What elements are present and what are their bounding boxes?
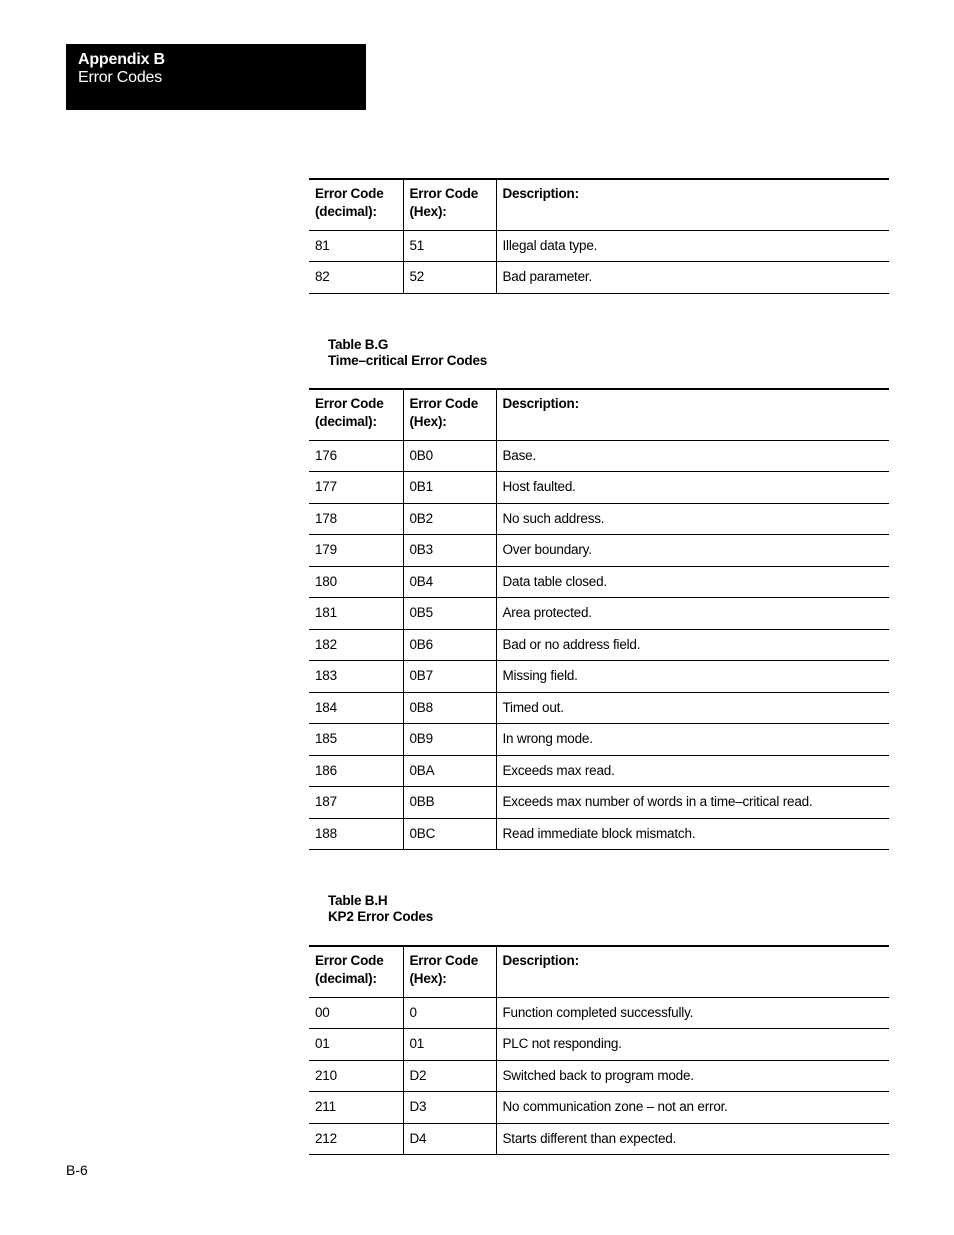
cell-description: Data table closed. [496, 566, 889, 598]
table-row [309, 440, 889, 472]
table-row [309, 230, 889, 262]
table-row [309, 503, 889, 535]
cell-description: Over boundary. [496, 535, 889, 567]
cell-hex: 0B7 [403, 661, 496, 693]
table-row [309, 598, 889, 630]
table-row [309, 692, 889, 724]
cell-decimal: 182 [309, 629, 403, 661]
cell-decimal: 179 [309, 535, 403, 567]
cell-hex: 52 [403, 262, 496, 294]
header-hex: Error Code (Hex): [403, 179, 496, 230]
header-hex: Error Code (Hex): [403, 946, 496, 997]
cell-hex: 51 [403, 230, 496, 262]
table-row [309, 724, 889, 756]
caption-title: KP2 Error Codes [328, 909, 434, 924]
table-row [309, 535, 889, 567]
cell-decimal: 187 [309, 787, 403, 819]
cell-decimal: 184 [309, 692, 403, 724]
cell-decimal: 185 [309, 724, 403, 756]
cell-decimal: 81 [309, 230, 403, 262]
cell-description: Base. [496, 440, 889, 472]
cell-hex: 0B6 [403, 629, 496, 661]
cell-hex: D3 [403, 1092, 496, 1124]
table-row [309, 1092, 889, 1124]
cell-decimal: 183 [309, 661, 403, 693]
table-row [309, 472, 889, 504]
header-hex: Error Code (Hex): [403, 389, 496, 440]
table-row [309, 997, 889, 1029]
kp2-error-codes-table [309, 945, 889, 1155]
cell-hex: D2 [403, 1060, 496, 1092]
cell-hex: 0BC [403, 818, 496, 850]
table-row [309, 262, 889, 294]
cell-description: Bad or no address field. [496, 629, 889, 661]
cell-decimal: 82 [309, 262, 403, 294]
table-header-row [309, 389, 889, 440]
table-row [309, 818, 889, 850]
cell-hex: 0B9 [403, 724, 496, 756]
cell-decimal: 177 [309, 472, 403, 504]
cell-description: Read immediate block mismatch. [496, 818, 889, 850]
header-decimal: Error Code (decimal): [309, 389, 403, 440]
cell-decimal: 180 [309, 566, 403, 598]
header-description: Description: [496, 946, 889, 997]
cell-description: Exceeds max read. [496, 755, 889, 787]
table-row [309, 787, 889, 819]
cell-hex: 0B0 [403, 440, 496, 472]
caption-title: Time–critical Error Codes [328, 353, 488, 368]
cell-description: PLC not responding. [496, 1029, 889, 1061]
cell-hex: 0B4 [403, 566, 496, 598]
cell-description: Bad parameter. [496, 262, 889, 294]
cell-hex: 0BB [403, 787, 496, 819]
cell-description: Exceeds max number of words in a time–critical read. [496, 787, 889, 819]
cell-hex: 0 [403, 997, 496, 1029]
page-number: B-6 [66, 1162, 88, 1178]
header-description: Description: [496, 179, 889, 230]
table-row [309, 755, 889, 787]
cell-hex: 01 [403, 1029, 496, 1061]
table-header-row [309, 946, 889, 997]
table-caption-bg [328, 337, 487, 369]
cell-description: No communication zone – not an error. [496, 1092, 889, 1124]
table-row [309, 1029, 889, 1061]
table-row [309, 1060, 889, 1092]
cell-description: Timed out. [496, 692, 889, 724]
cell-description: Host faulted. [496, 472, 889, 504]
cell-decimal: 00 [309, 997, 403, 1029]
cell-description: Missing field. [496, 661, 889, 693]
appendix-title: Appendix B [78, 51, 165, 68]
table-row [309, 661, 889, 693]
table-row [309, 1123, 889, 1155]
table-row [309, 566, 889, 598]
cell-description: In wrong mode. [496, 724, 889, 756]
cell-description: Area protected. [496, 598, 889, 630]
appendix-header [66, 44, 366, 110]
error-codes-table-continued [309, 178, 889, 294]
cell-description: No such address. [496, 503, 889, 535]
cell-decimal: 212 [309, 1123, 403, 1155]
cell-hex: 0B3 [403, 535, 496, 567]
cell-description: Switched back to program mode. [496, 1060, 889, 1092]
cell-hex: 0B2 [403, 503, 496, 535]
cell-decimal: 188 [309, 818, 403, 850]
cell-hex: 0B5 [403, 598, 496, 630]
header-decimal: Error Code (decimal): [309, 946, 403, 997]
header-decimal: Error Code (decimal): [309, 179, 403, 230]
cell-decimal: 176 [309, 440, 403, 472]
table-caption-bh [328, 893, 433, 925]
cell-hex: 0B8 [403, 692, 496, 724]
header-description: Description: [496, 389, 889, 440]
section-title: Error Codes [78, 69, 163, 86]
table-header-row [309, 179, 889, 230]
cell-description: Function completed successfully. [496, 997, 889, 1029]
cell-decimal: 211 [309, 1092, 403, 1124]
cell-decimal: 181 [309, 598, 403, 630]
cell-decimal: 210 [309, 1060, 403, 1092]
cell-hex: D4 [403, 1123, 496, 1155]
cell-decimal: 178 [309, 503, 403, 535]
table-row [309, 629, 889, 661]
cell-decimal: 01 [309, 1029, 403, 1061]
caption-id: Table B.G [328, 337, 389, 352]
time-critical-error-codes-table [309, 388, 889, 850]
cell-hex: 0B1 [403, 472, 496, 504]
cell-decimal: 186 [309, 755, 403, 787]
cell-description: Illegal data type. [496, 230, 889, 262]
cell-hex: 0BA [403, 755, 496, 787]
caption-id: Table B.H [328, 893, 388, 908]
cell-description: Starts different than expected. [496, 1123, 889, 1155]
